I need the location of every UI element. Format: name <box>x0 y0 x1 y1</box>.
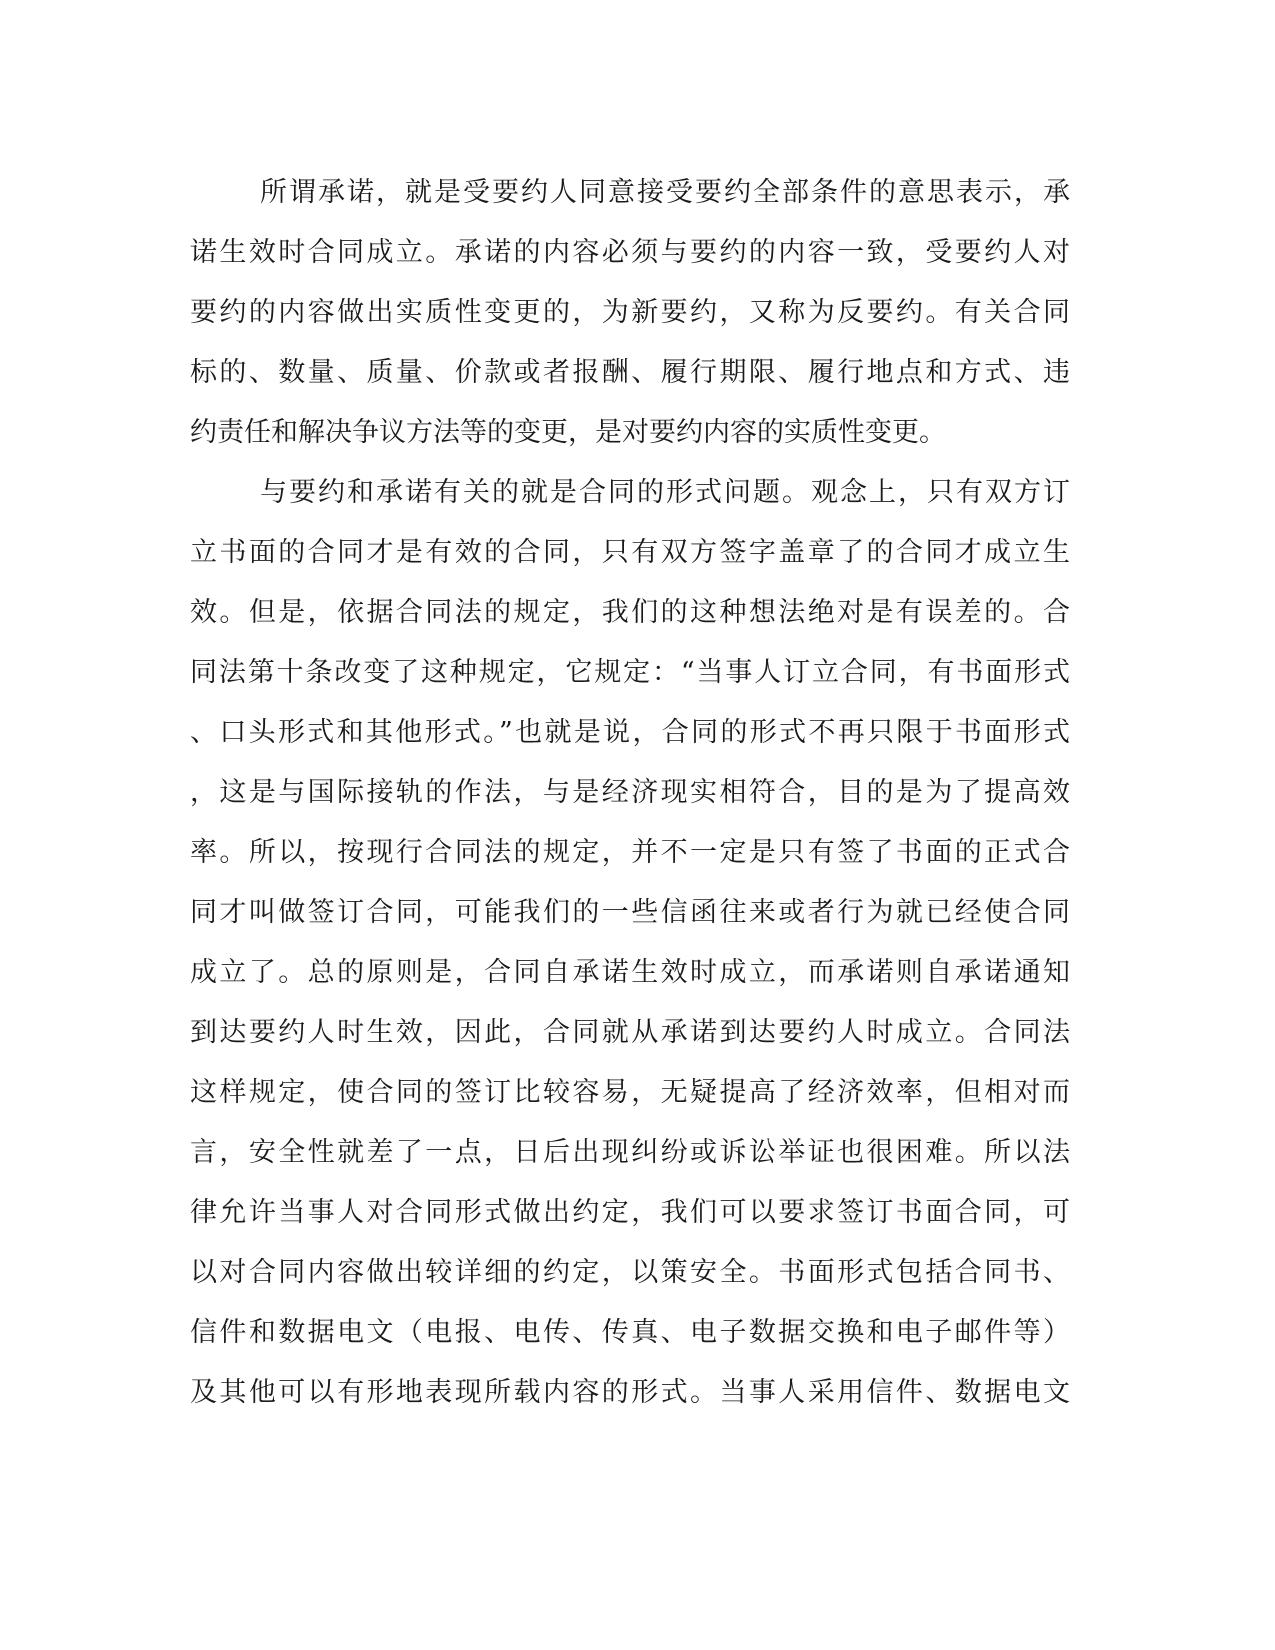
paragraph-2-line-1: 与要约和承诺有关的就是合同的形式问题。观念上，只有双方订 <box>260 477 1070 508</box>
paragraph-1-line-1: 所谓承诺，就是受要约人同意接受要约全部条件的意思表示，承 <box>260 177 1070 208</box>
paragraph-2-line-11: 这样规定，使合同的签订比较容易，无疑提高了经济效率，但相对而 <box>190 1077 1070 1108</box>
paragraph-2-line-7: 率。所以，按现行合同法的规定，并不一定是只有签了书面的正式合 <box>190 837 1070 868</box>
paragraph-2-line-10: 到达要约人时生效，因此，合同就从承诺到达要约人时成立。合同法 <box>190 1017 1070 1048</box>
paragraph-2-line-14: 以对合同内容做出较详细的约定，以策安全。书面形式包括合同书、 <box>190 1257 1070 1288</box>
paragraph-2-line-12: 言，安全性就差了一点，日后出现纠纷或诉讼举证也很困难。所以法 <box>190 1137 1070 1168</box>
paragraph-2-line-4: 同法第十条改变了这种规定，它规定：“当事人订立合同，有书面形式 <box>190 657 1070 688</box>
paragraph-2-line-15: 信件和数据电文（电报、电传、传真、电子数据交换和电子邮件等） <box>190 1317 1070 1348</box>
paragraph-2-line-8: 同才叫做签订合同，可能我们的一些信函往来或者行为就已经使合同 <box>190 897 1070 928</box>
paragraph-2-line-9: 成立了。总的原则是，合同自承诺生效时成立，而承诺则自承诺通知 <box>190 957 1070 988</box>
body-text <box>190 163 1070 1423</box>
paragraph-1-line-3: 要约的内容做出实质性变更的，为新要约，又称为反要约。有关合同 <box>190 297 1070 328</box>
paragraph-2-line-2: 立书面的合同才是有效的合同，只有双方签字盖章了的合同才成立生 <box>190 537 1070 568</box>
paragraph-2-line-5: 、口头形式和其他形式。”也就是说，合同的形式不再只限于书面形式 <box>190 717 1070 748</box>
paragraph-1-line-4: 标的、数量、质量、价款或者报酬、履行期限、履行地点和方式、违 <box>190 357 1070 388</box>
paragraph-2-line-16: 及其他可以有形地表现所载内容的形式。当事人采用信件、数据电文 <box>190 1377 1070 1408</box>
paragraph-2-line-3: 效。但是，依据合同法的规定，我们的这种想法绝对是有误差的。合 <box>190 597 1070 628</box>
paragraph-2-line-6: ，这是与国际接轨的作法，与是经济现实相符合，目的是为了提高效 <box>190 777 1070 808</box>
paragraph-1-line-5: 约责任和解决争议方法等的变更，是对要约内容的实质性变更。 <box>190 417 946 448</box>
paragraph-1-line-2: 诺生效时合同成立。承诺的内容必须与要约的内容一致，受要约人对 <box>190 237 1070 268</box>
paragraph-2-line-13: 律允许当事人对合同形式做出约定，我们可以要求签订书面合同，可 <box>190 1197 1070 1228</box>
